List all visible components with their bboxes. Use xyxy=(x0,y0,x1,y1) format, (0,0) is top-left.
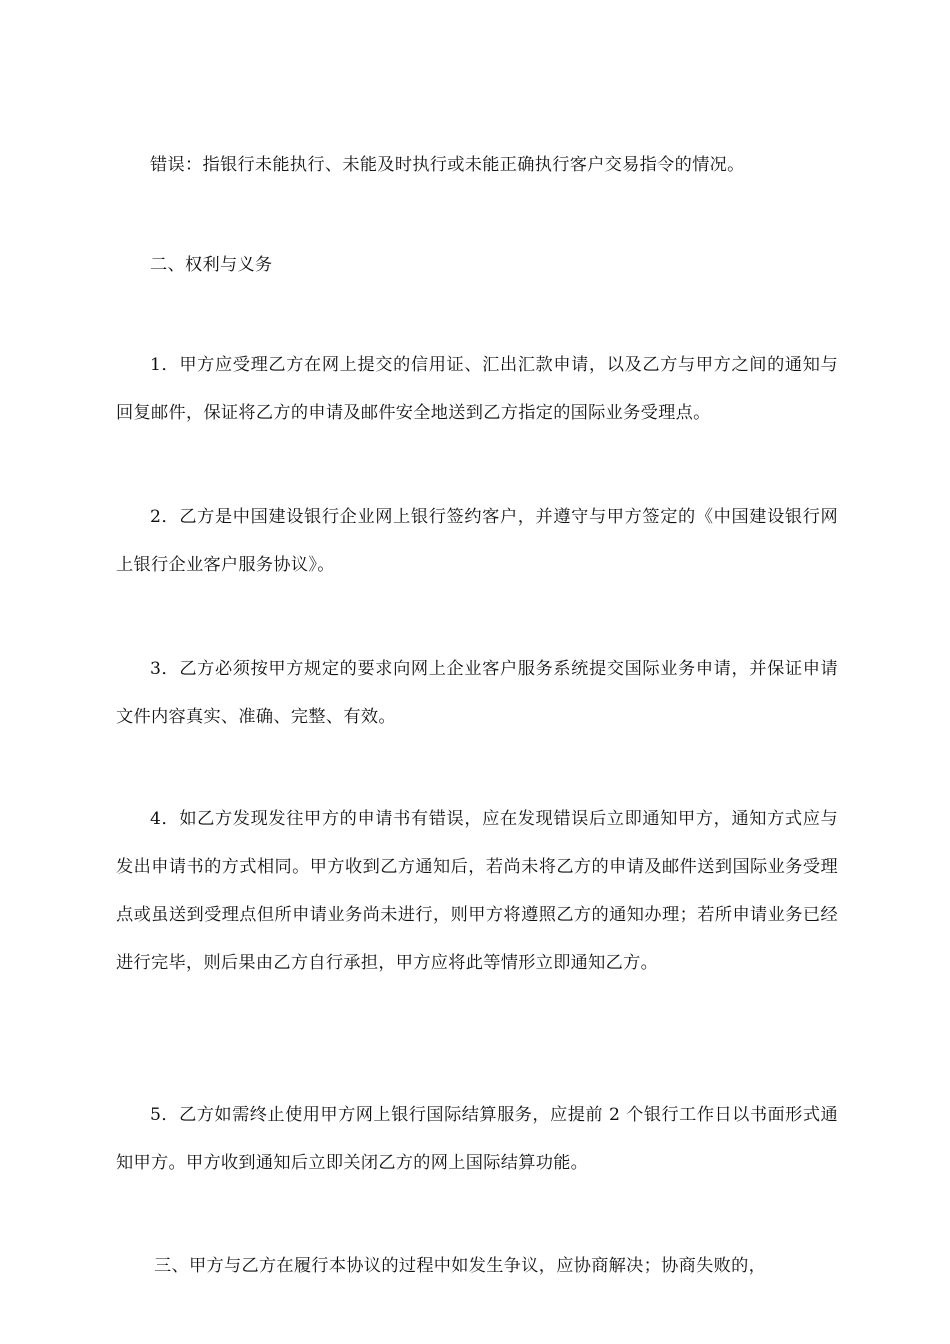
clause-4-paragraph: 4．如乙方发现发往甲方的申请书有错误，应在发现错误后立即通知甲方，通知方式应与发出申请书的方式相同。甲方收到乙方通知后，若尚未将乙方的申请及邮件送到国际业务受理点或虽送到受理点但所申请业务尚未进行，则甲方将遵照乙方的通知办理；若所申请业务已经进行完毕，则后果由乙方自行承担，甲方应将此等情形立即通知乙方。 xyxy=(116,809,838,973)
clause-1-paragraph: 1．甲方应受理乙方在网上提交的信用证、汇出汇款申请，以及乙方与甲方之间的通知与回复邮件，保证将乙方的申请及邮件安全地送到乙方指定的国际业务受理点。 xyxy=(116,355,838,423)
clause-3-paragraph: 3．乙方必须按甲方规定的要求向网上企业客户服务系统提交国际业务申请，并保证申请文件内容真实、准确、完整、有效。 xyxy=(116,659,838,727)
section-heading-rights-obligations: 二、权利与义务 xyxy=(150,255,273,275)
clause-5-paragraph: 5．乙方如需终止使用甲方网上银行国际结算服务，应提前 2 个银行工作日以书面形式通知甲方。甲方收到通知后立即关闭乙方的网上国际结算功能。 xyxy=(116,1105,838,1173)
clause-2-paragraph: 2．乙方是中国建设银行企业网上银行签约客户，并遵守与甲方签定的《中国建设银行网上银行企业客户服务协议》。 xyxy=(116,507,838,575)
definition-error-paragraph: 错误：指银行未能执行、未能及时执行或未能正确执行客户交易指令的情况。 xyxy=(150,155,745,175)
section-3-dispute-paragraph: 三、甲方与乙方在履行本协议的过程中如发生争议，应协商解决；协商失败的， xyxy=(154,1256,767,1276)
